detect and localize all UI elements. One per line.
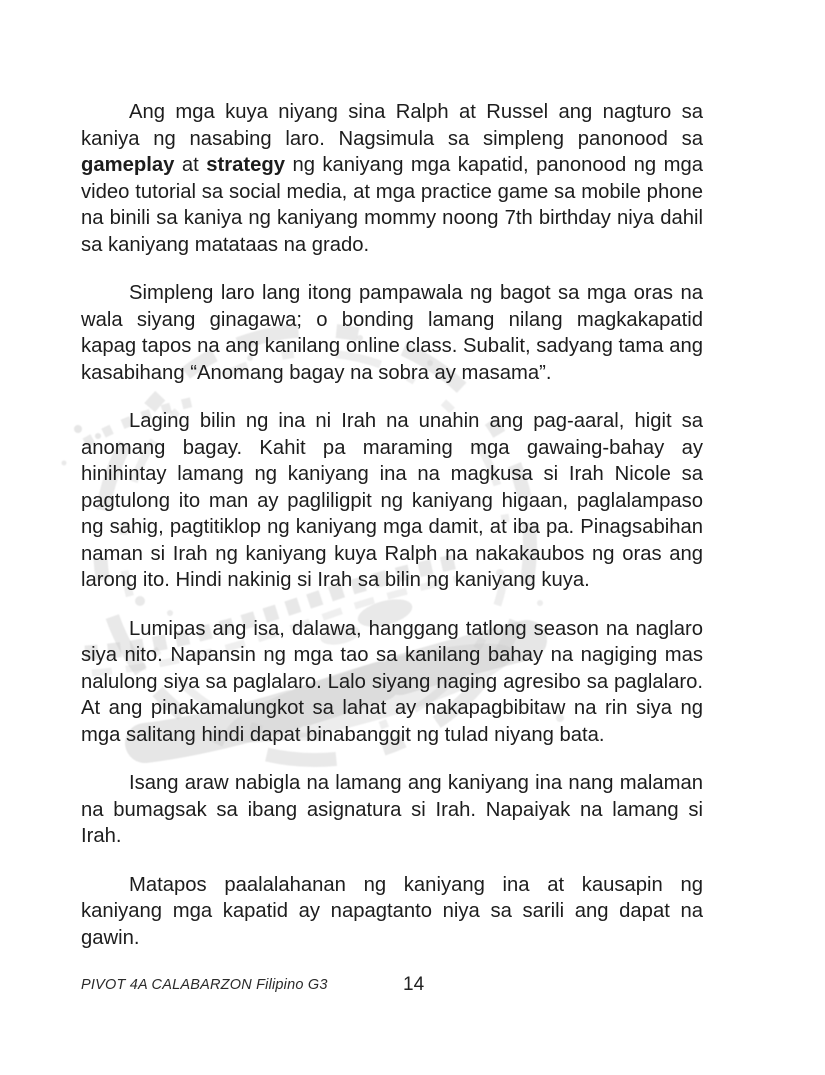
paragraph-4: Lumipas ang isa, dalawa, hanggang tatlong season na naglaro siya nito. Napansin ng mga tao sa kanilang bahay na nagiging mas nalulong siya sa paglalaro. Lalo siyang naging agresibo sa paglalaro. At ang pinakamalungkot sa lahat ay nakapagbibitaw na rin siya ng mga salitang hindi dapat binabanggit ng tulad niyang bata.	[81, 617, 703, 746]
page-body	[81, 99, 703, 973]
paragraph-2: Simpleng laro lang itong pampawala ng bagot sa mga oras na wala siyang ginagawa; o bonding lamang nilang magkakapatid kapag tapos na ang kanilang online class. Subalit, sadyang tama ang kasabihang “Anomang bagay na sobra ay masama”.	[81, 282, 703, 384]
page-number: 14	[403, 974, 425, 995]
paragraph-5: Isang araw nabigla na lamang ang kaniyang ina nang malaman na bumagsak sa ibang asignatura si Irah. Napaiyak na lamang si Irah.	[81, 772, 703, 847]
paragraph-6: Matapos paalalahanan ng kaniyang ina at kausapin ng kaniyang mga kapatid ay napagtanto niya sa sarili ang dapat na gawin.	[81, 873, 703, 949]
paragraph-1-text: ng kaniyang mga kapatid, panonood ng mga video tutorial sa social media, at mga practice game sa mobile phone na binili sa kaniya ng kaniyang mommy noong 7th birthday niya dahil sa kaniyang matataas na grado.	[81, 154, 704, 256]
paragraph-1-text: at	[174, 154, 207, 176]
paragraph-3: Laging bilin ng ina ni Irah na unahin ang pag-aaral, higit sa anomang bagay. Kahit pa maraming mga gawaing-bahay ay hinihintay lamang ng kaniyang ina na magkusa si Irah Nicole sa pagtulong ito man ay pagliligpit ng kaniyang higaan, paglalampaso ng sahig, pagtitiklop ng kaniyang mga damit, at iba pa. Pinagsabihan naman si Irah ng kaniyang kuya Ralph na nakakaubos ng oras ang larong ito. Hindi nakinig si Irah sa bilin ng kaniyang kuya.	[81, 410, 703, 591]
bold-term-gameplay: gameplay	[81, 154, 175, 176]
paragraph-1	[81, 99, 703, 258]
page-footer	[81, 974, 703, 998]
footer-module-label: PIVOT 4A CALABARZON Filipino G3	[81, 977, 328, 993]
paragraph-1-text: Ang mga kuya niyang sina Ralph at Russel ang nagturo sa kaniya ng nasabing laro. Nagsimula sa simpleng panonood sa	[81, 101, 703, 150]
bold-term-strategy: strategy	[206, 154, 285, 176]
